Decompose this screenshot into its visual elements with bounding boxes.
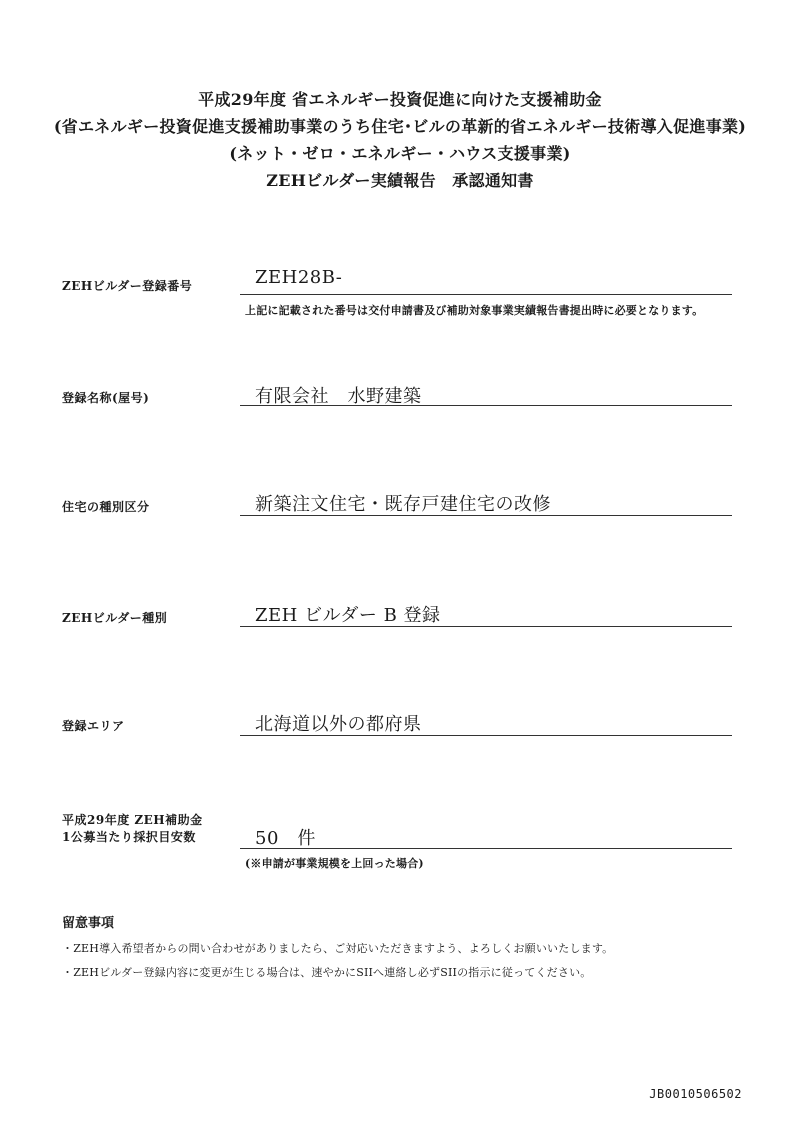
builder-type-underline [240,626,732,627]
remark-item-1: ・ZEH導入希望者からの問い合わせがありましたら、ご対応いただきますよう、よろしくお願いいたします。 [62,942,614,955]
document-title [0,86,800,194]
target-count-underline [240,848,732,849]
registered-name-label: 登録名称(屋号) [62,391,150,405]
registered-name-value: 有限会社 水野建築 [255,386,422,407]
title-line-1: 平成29年度 省エネルギー投資促進に向けた支援補助金 [198,90,602,109]
registration-area-label: 登録エリア [62,719,125,733]
registration-area-value: 北海道以外の都府県 [255,714,422,735]
housing-type-label: 住宅の種別区分 [62,500,150,514]
title-line-2: (省エネルギー投資促進支援補助事業のうち住宅･ビルの革新的省エネルギー技術導入促進事業) [53,117,747,136]
title-line-3: (ネット・ゼロ・エネルギー・ハウス支援事業) [229,144,571,163]
target-count-value: 50 件 [255,828,316,849]
builder-type-label: ZEHビルダー種別 [62,611,168,625]
registration-number-note: 上記に記載された番号は交付申請書及び補助対象事業実績報告書提出時に必要となります。 [245,304,704,317]
remarks-heading: 留意事項 [62,916,115,931]
target-count-label-line-2: 1公募当たり採択目安数 [62,830,196,844]
housing-type-value: 新築注文住宅・既存戸建住宅の改修 [255,494,551,515]
remark-item-2: ・ZEHビルダー登録内容に変更が生じる場合は、速やかにSIIへ連絡し必ずSIIの指示に従ってください。 [62,966,592,979]
document-id: JB0010506502 [649,1087,742,1101]
target-count-note: (※申請が事業規模を上回った場合) [245,857,424,870]
title-line-4: ZEHビルダー実績報告 承認通知書 [266,171,534,190]
target-count-label-line-1: 平成29年度 ZEH補助金 [62,813,203,827]
registration-number-label: ZEHビルダー登録番号 [62,279,193,293]
registration-number-underline [240,294,732,295]
builder-type-value: ZEH ビルダー B 登録 [255,605,441,626]
target-count-label [62,812,203,846]
registered-name-underline [240,405,732,406]
housing-type-underline [240,515,732,516]
registration-area-underline [240,735,732,736]
registration-number-value: ZEH28B- [255,267,343,288]
